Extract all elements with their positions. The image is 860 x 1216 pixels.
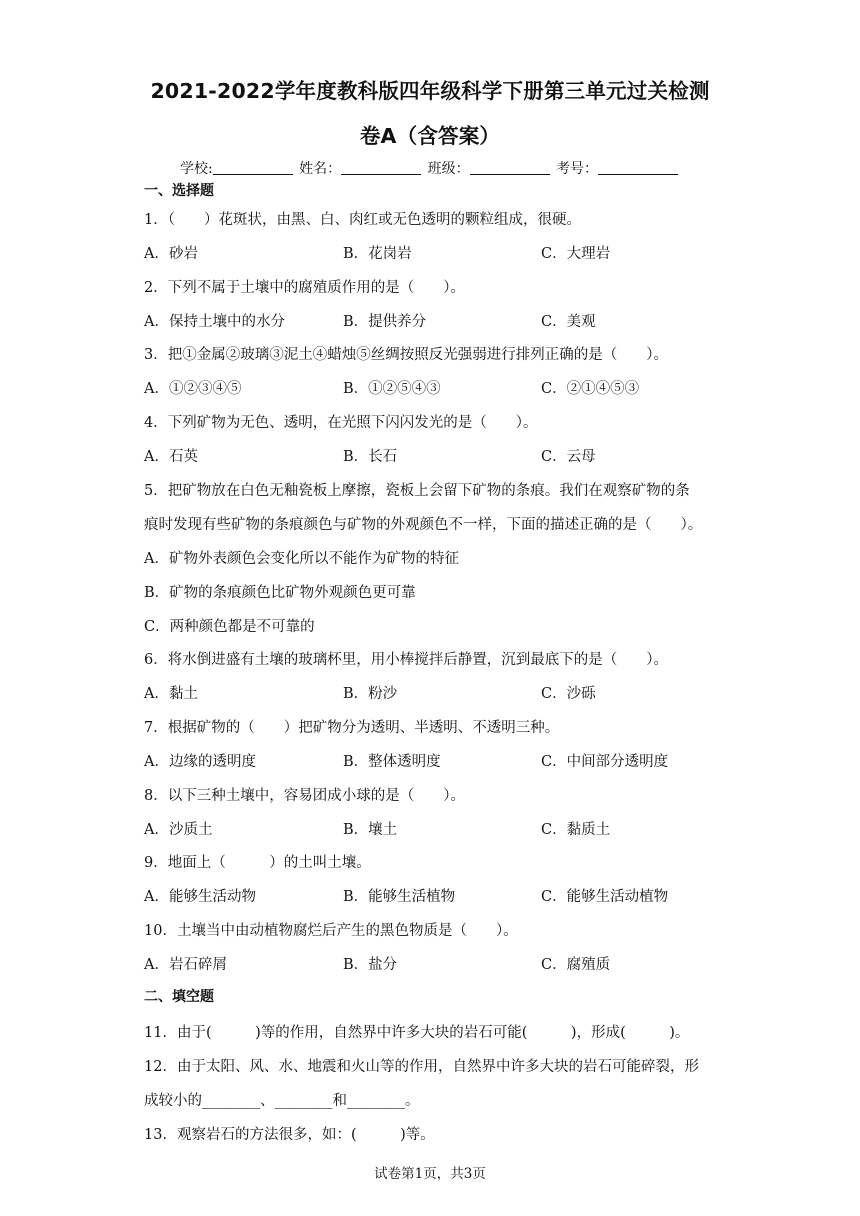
question-11-text: 11．由于( )等的作用，自然界中许多大块的岩石可能( )，形成( )。 [144, 1025, 690, 1041]
question-3-option-c[interactable]: C．②①④⑤③ [541, 381, 640, 397]
question-12-text-line-2: 成较小的________、________和________。 [144, 1093, 420, 1109]
question-6-option-c[interactable]: C．沙砾 [541, 686, 596, 702]
question-3-text: 3．把①金属②玻璃③泥土④蜡烛⑤丝绸按照反光强弱进行排列正确的是（ ）。 [144, 347, 668, 363]
question-2-option-c[interactable]: C．美观 [541, 314, 596, 330]
question-2-text: 2．下列不属于土壤中的腐殖质作用的是（ ）。 [144, 280, 465, 296]
question-7-options [144, 750, 724, 770]
school-label: 学校: [179, 161, 213, 177]
question-3-option-b[interactable]: B．①②⑤④③ [343, 381, 441, 397]
question-2-options [144, 310, 724, 330]
question-5-option-c[interactable]: C．两种颜色都是不可靠的 [144, 619, 315, 635]
question-9-text: 9．地面上（ ）的土叫土壤。 [144, 855, 371, 871]
question-4-option-b[interactable]: B．长石 [343, 449, 398, 465]
question-1-option-c[interactable]: C．大理岩 [541, 246, 611, 262]
question-4-options [144, 445, 724, 465]
class-blank[interactable] [470, 160, 550, 175]
exam-title-line-2: 卷A（含答案） [359, 124, 501, 148]
question-2-option-a[interactable]: A．保持土壤中的水分 [144, 314, 285, 330]
question-5-option-a[interactable]: A．矿物外表颜色会变化所以不能作为矿物的特征 [144, 551, 459, 567]
question-4-text: 4．下列矿物为无色、透明，在光照下闪闪发光的是（ ）。 [144, 415, 538, 431]
question-2-option-b[interactable]: B．提供养分 [343, 314, 427, 330]
question-1-options [144, 242, 724, 262]
question-13-text: 13．观察岩石的方法很多，如：( )等。 [144, 1127, 435, 1143]
question-8-text: 8．以下三种土壤中，容易团成小球的是（ ）。 [144, 788, 465, 804]
question-7-option-a[interactable]: A．边缘的透明度 [144, 754, 256, 770]
name-blank[interactable] [341, 160, 421, 175]
section-heading-fill-in: 二、填空题 [144, 989, 214, 1005]
exam-number-label: 考号： [556, 161, 599, 177]
question-4-option-c[interactable]: C．云母 [541, 449, 596, 465]
question-8-options [144, 818, 724, 838]
question-10-options [144, 953, 724, 973]
question-10-option-c[interactable]: C．腐殖质 [541, 957, 611, 973]
question-10-option-a[interactable]: A．岩石碎屑 [144, 957, 227, 973]
question-6-text: 6．将水倒进盛有土壤的玻璃杯里，用小棒搅拌后静置，沉到最底下的是（ ）。 [144, 652, 668, 668]
question-5-option-b[interactable]: B．矿物的条痕颜色比矿物外观颜色更可靠 [144, 585, 416, 601]
question-9-option-c[interactable]: C．能够生活动植物 [541, 889, 669, 905]
question-9-option-b[interactable]: B．能够生活植物 [343, 889, 456, 905]
page-footer: 试卷第1页，共3页 [374, 1166, 486, 1182]
question-6-option-a[interactable]: A．黏土 [144, 686, 198, 702]
question-10-text: 10．土壤当中由动植物腐烂后产生的黑色物质是（ ）。 [144, 923, 518, 939]
question-9-option-a[interactable]: A．能够生活动物 [144, 889, 256, 905]
question-5-text-line-2: 痕时发现有些矿物的条痕颜色与矿物的外观颜色不一样，下面的描述正确的是（ ）。 [144, 517, 703, 533]
question-8-option-a[interactable]: A．沙质土 [144, 822, 213, 838]
question-6-option-b[interactable]: B．粉沙 [343, 686, 398, 702]
school-blank[interactable] [213, 160, 293, 175]
question-7-text: 7．根据矿物的（ ）把矿物分为透明、半透明、不透明三种。 [144, 720, 560, 736]
question-5-text-line-1: 5．把矿物放在白色无釉瓷板上摩擦，瓷板上会留下矿物的条痕。我们在观察矿物的条 [144, 483, 690, 499]
question-1-text: 1．（ ）花斑状，由黑、白、肉红或无色透明的颗粒组成，很硬。 [144, 212, 581, 228]
name-label: 姓名： [299, 161, 342, 177]
exam-number-blank[interactable] [598, 160, 678, 175]
question-12-text-line-1: 12．由于太阳、风、水、地震和火山等的作用，自然界中许多大块的岩石可能碎裂，形 [144, 1059, 699, 1075]
question-1-option-b[interactable]: B．花岗岩 [343, 246, 412, 262]
section-heading-choice: 一、选择题 [144, 183, 214, 199]
question-9-options [144, 885, 724, 905]
class-label: 班级： [427, 161, 470, 177]
question-6-options [144, 682, 724, 702]
student-info-row [0, 158, 860, 178]
question-4-option-a[interactable]: A．石英 [144, 449, 198, 465]
question-8-option-b[interactable]: B．壤土 [343, 822, 398, 838]
question-8-option-c[interactable]: C．黏质土 [541, 822, 611, 838]
question-10-option-b[interactable]: B．盐分 [343, 957, 398, 973]
question-3-option-a[interactable]: A．①②③④⑤ [144, 381, 242, 397]
question-3-options [144, 377, 724, 397]
question-7-option-c[interactable]: C．中间部分透明度 [541, 754, 669, 770]
question-1-option-a[interactable]: A．砂岩 [144, 246, 198, 262]
question-7-option-b[interactable]: B．整体透明度 [343, 754, 441, 770]
exam-title-line-1: 2021-2022学年度教科版四年级科学下册第三单元过关检测 [150, 79, 710, 103]
